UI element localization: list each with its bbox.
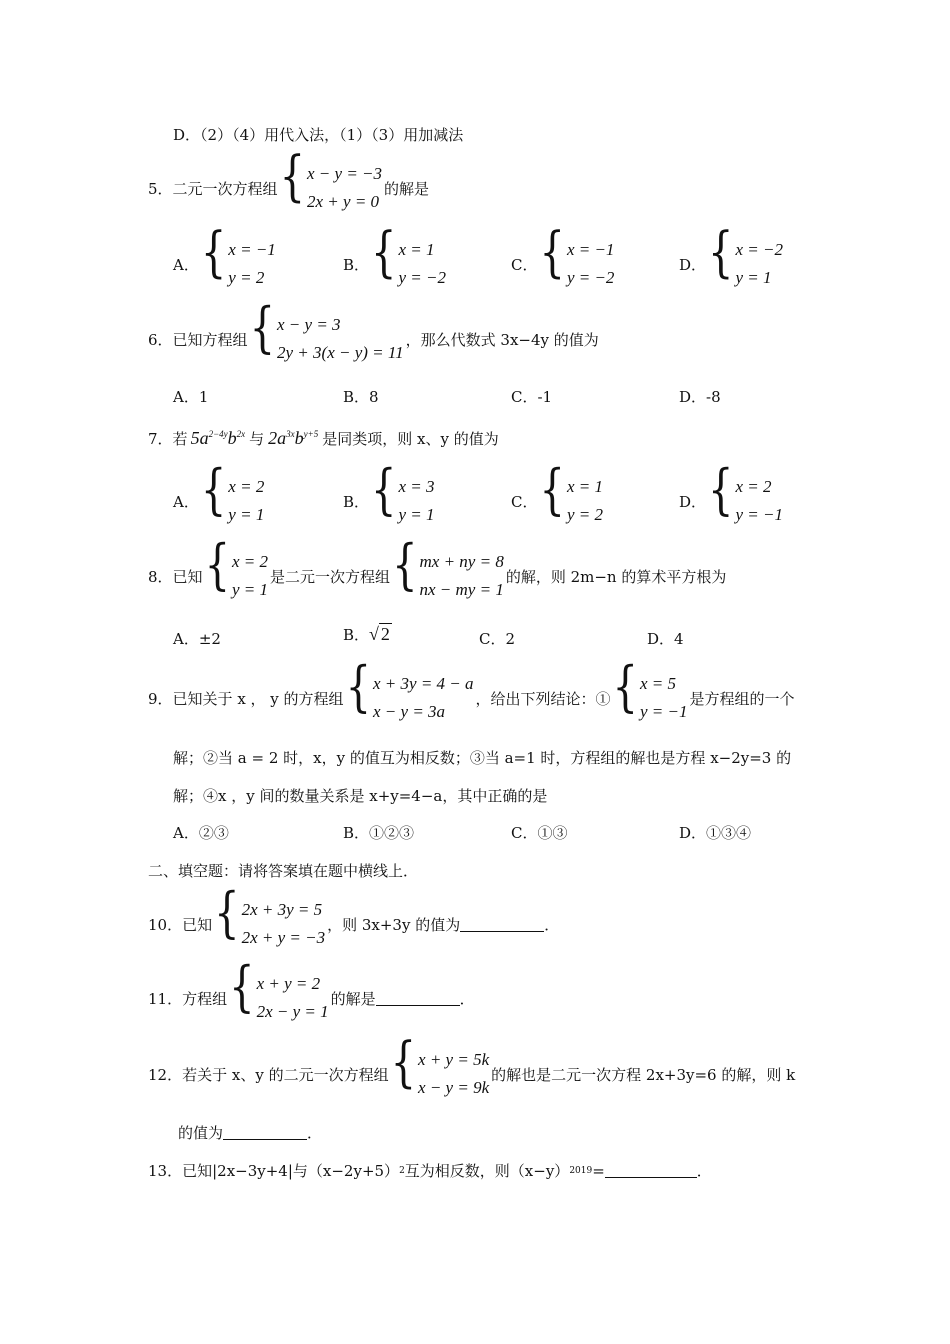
q8-eq: y = 1 [232,580,269,599]
q6-eq1: x − y = 3 [277,315,341,334]
option-label: B． [343,255,370,274]
q9-option-c: C．①③ [511,824,568,842]
q6-text-post: ，那么代数式 3x−4y 的值为 [405,330,599,349]
q8-text-pre: 已知 [172,567,203,586]
q4-option-d: D．（2）（4）用代入法，（1）（3）用加减法 [173,126,464,144]
question-12 [148,1032,796,1102]
option-eq: x = 1 [398,240,435,259]
option-eq: x = −1 [566,240,615,259]
q12-line-2 [178,1122,322,1143]
q13-end: ． [696,1162,712,1180]
q6-option-c: C．-1 [511,388,553,406]
q7-text-pre: 若 [172,430,188,448]
q6-eq2: 2y + 3(x − y) = 11 [277,343,404,362]
sqrt-value: 2 [380,624,390,644]
sqrt-symbol: √ 2 [369,624,390,644]
q12-system: { x + y = 5k x − y = 9k [391,1046,490,1102]
question-7 [148,428,499,449]
q6-number: 6． [148,330,173,349]
q10-text-post: ，则 3x+3y 的值为 [327,915,461,934]
q8-system-1: { x = 2 y = 1 [205,548,268,604]
q8-text-post: 的解，则 2m−n 的算术平方根为 [505,567,727,586]
option-eq: y = 2 [228,268,265,287]
q8-system-2: { mx + ny = 8 nx − my = 1 [392,548,504,604]
option-eq: y = 1 [735,268,772,287]
q5-option-a: A． { x = −1 y = 2 [173,236,278,292]
question-5 [148,146,430,216]
option-eq: y = −2 [398,268,446,287]
q7-option-b: B． { x = 3 y = 1 [343,473,437,529]
q13-number: 13． [148,1162,183,1180]
option-eq: y = 2 [566,505,603,524]
q10-system: { 2x + 3y = 5 2x + y = −3 [214,896,325,952]
q9-eq: x = 5 [640,674,677,693]
q11-system: { x + y = 2 2x − y = 1 [229,970,329,1026]
q5-system: { x − y = −3 2x + y = 0 [280,160,382,216]
q5-number: 5． [148,179,173,198]
q12-text-post: 的解也是二元一次方程 2x+3y=6 的解，则 k [491,1065,796,1084]
q10-number: 10． [148,915,183,934]
q10-eq: 2x + y = −3 [241,928,326,947]
option-label: B． [343,626,370,644]
q9-text-pre: 已知关于 x ， y 的方程组 [172,689,344,708]
section-2-heading: 二、填空题：请将答案填在题中横线上． [148,862,419,880]
q7-term1: $5a^{2-4y}b^{2x}$ [190,428,246,448]
question-8 [148,534,727,604]
q9-option-a: A．②③ [173,824,229,842]
option-eq: y = 1 [228,505,265,524]
q11-text-pre: 方程组 [182,989,228,1008]
q8-text-mid: 是二元一次方程组 [270,567,391,586]
option-eq: x = 3 [398,477,435,496]
q6-text-pre: 已知方程组 [172,330,248,349]
q8-eq: x = 2 [232,552,269,571]
q13-text-pre: 已知|2x−3y+4|与（x−2y+5） [182,1162,400,1180]
q8-option-a: A．±2 [173,630,221,648]
q9-eq: x − y = 3a [373,702,446,721]
q6-option-d: D．-8 [679,388,721,406]
q13-answer-blank[interactable] [605,1163,697,1178]
q9-text-post: 是方程组的一个 [689,689,795,708]
q9-eq: x + 3y = 4 − a [373,674,474,693]
question-11 [148,956,475,1026]
option-eq: x = −2 [735,240,783,259]
q8-option-c: C．2 [479,630,516,648]
q13-text-mid: 互为相反数，则（x−y） [404,1162,570,1180]
q12-eq: x − y = 9k [418,1078,490,1097]
q12-line2-text: 的值为 [178,1124,224,1142]
question-10 [148,882,560,952]
q7-option-a: A． { x = 2 y = 1 [173,473,266,529]
q7-option-c: C． { x = 1 y = 2 [511,473,605,529]
q5-option-b: B． { x = 1 y = −2 [343,236,448,292]
q5-eq1: x − y = −3 [307,164,383,183]
q6-system: { x − y = 3 2y + 3(x − y) = 11 [250,311,404,367]
q11-text-post: 的解是 [330,989,376,1008]
q7-option-d: D． { x = 2 y = −1 [679,473,785,529]
q6-option-a: A．1 [173,388,209,406]
option-eq: y = −2 [566,268,615,287]
q5-option-d: D． { x = −2 y = 1 [679,236,785,292]
q11-eq: x + y = 2 [256,974,321,993]
q8-option-b [343,624,392,645]
q8-eq: mx + ny = 8 [419,552,504,571]
q9-option-d: D．①③④ [679,824,752,842]
q11-eq: 2x − y = 1 [256,1002,329,1021]
q11-end: ． [459,989,475,1008]
q13-equals: = [592,1161,605,1180]
q5-text-pre: 二元一次方程组 [172,179,278,198]
question-6 [148,297,599,367]
q9-line-3: 解；④x ，y 间的数量关系是 x+y=4−a，其中正确的是 [173,787,548,805]
option-label: C． [511,492,538,511]
option-eq: x = 2 [735,477,772,496]
option-label: D． [679,492,707,511]
q13-exponent-2019: 2019 [569,1165,593,1176]
q8-number: 8． [148,567,173,586]
option-eq: x = 1 [566,477,603,496]
q7-text-mid: 与 [249,430,265,448]
q9-option-b: B．①②③ [343,824,415,842]
q9-system-1: { x + 3y = 4 − a x − y = 3a [346,670,474,726]
q11-number: 11． [148,989,183,1008]
q7-term2: $2a^{3x}b^{y+5}$ [268,428,319,448]
question-9 [148,656,795,726]
option-label: C． [511,255,538,274]
q7-text-post: 是同类项，则 x、y 的值为 [322,430,499,448]
q10-text-pre: 已知 [182,915,213,934]
q5-option-c: C． { x = −1 y = −2 [511,236,616,292]
option-label: A． [173,492,199,511]
q8-eq: nx − my = 1 [419,580,504,599]
option-eq: y = 1 [398,505,435,524]
option-label: D． [679,255,707,274]
q7-number: 7． [148,430,173,448]
q10-end: ． [544,915,560,934]
q6-option-b: B．8 [343,388,379,406]
q10-eq: 2x + 3y = 5 [241,900,323,919]
q13-exponent: 2 [399,1165,405,1176]
q9-eq: y = −1 [640,702,688,721]
q5-text-post: 的解是 [384,179,430,198]
q12-text-pre: 若关于 x、y 的二元一次方程组 [182,1065,389,1084]
q11-answer-blank[interactable] [376,991,460,1006]
option-label: B． [343,492,370,511]
q9-text-mid: ，给出下列结论：① [475,689,611,708]
q9-number: 9． [148,689,173,708]
option-eq: y = −1 [735,505,783,524]
q12-answer-blank[interactable] [223,1125,307,1140]
q9-line-2: 解；②当 a = 2 时，x，y 的值互为相反数；③当 a=1 时，方程组的解也是方程 x−2y=3 的 [173,749,792,767]
q12-number: 12． [148,1065,183,1084]
q12-eq: x + y = 5k [418,1050,490,1069]
q8-option-d: D．4 [647,630,684,648]
option-eq: x = 2 [228,477,265,496]
q10-answer-blank[interactable] [460,917,544,932]
option-label: A． [173,255,199,274]
q5-eq2: 2x + y = 0 [307,192,380,211]
q12-end: ． [307,1124,323,1142]
q9-system-2: { x = 5 y = −1 [613,670,688,726]
question-13 [148,1160,712,1181]
option-eq: x = −1 [228,240,276,259]
